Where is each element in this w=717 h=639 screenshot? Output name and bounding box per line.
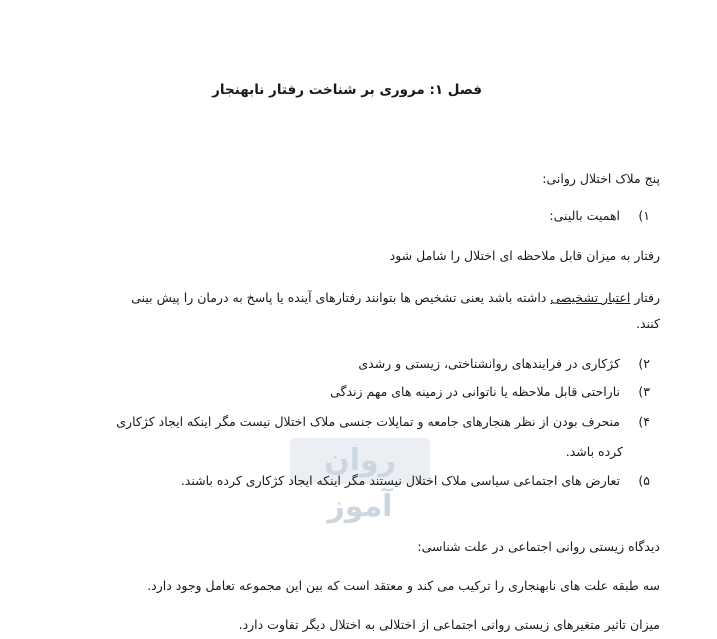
chapter-title: فصل ۱: مروری بر شناخت رفتار نابهنجار (212, 82, 482, 98)
list-item-4-continuation: کرده باشد. (565, 444, 623, 459)
list-item-text: منحرف بودن از نظر هنجارهای جامعه و تمایلات جنسی ملاک اختلال نیست مگر اینکه ایجاد کژکاری (116, 414, 621, 429)
list-item-3 (330, 383, 650, 401)
list-item-text: ناراحتی قابل ملاحظه یا ناتوانی در زمینه های مهم زندگی (330, 384, 621, 399)
paragraph-3: سه طبقه علت های نابهنجاری را ترکیب می کند و معتقد است که بین این مجموعه تعامل وجود دارد. (147, 578, 660, 593)
list-item-number: ۱) (638, 208, 650, 223)
paragraph-2-continuation: کنند. (635, 316, 660, 331)
paragraph-2 (131, 289, 660, 307)
list-item-1 (549, 207, 650, 225)
underlined-term: اعتبار تشخیصی (550, 290, 631, 305)
paragraph-4: میزان تاثیر متغیرهای زیستی روانی اجتماعی از اختلالی به اختلال دیگر تفاوت دارد. (238, 617, 660, 632)
paragraph-2-pre: رفتار (634, 290, 660, 305)
list-item-text: تعارض های اجتماعی سیاسی ملاک اختلال نیستند مگر اینکه ایجاد کژکاری کرده باشند. (180, 473, 621, 488)
list-item-text: اهمیت بالینی: (549, 208, 621, 223)
list-item-number: ۳) (638, 384, 650, 399)
paragraph-2-post: داشته باشد یعنی تشخیص ها بتوانند رفتارهای آینده یا پاسخ به درمان را پیش بینی (131, 290, 547, 305)
list-item-4 (116, 413, 650, 431)
list-item-number: ۴) (638, 414, 650, 429)
section-heading: دیدگاه زیستی روانی اجتماعی در علت شناسی: (417, 539, 660, 554)
paragraph-1: رفتار به میزان قابل ملاحظه ای اختلال را شامل شود (389, 248, 660, 263)
list-item-2 (358, 355, 650, 373)
list-item-number: ۲) (638, 356, 650, 371)
watermark-logo: روان آموز (290, 438, 430, 484)
list-item-number: ۵) (638, 473, 650, 488)
list-item-5 (181, 472, 650, 490)
list-item-text: کژکاری در فرایندهای روانشناختی، زیستی و رشدی (358, 356, 621, 371)
criteria-intro: پنج ملاک اختلال روانی: (542, 171, 660, 186)
